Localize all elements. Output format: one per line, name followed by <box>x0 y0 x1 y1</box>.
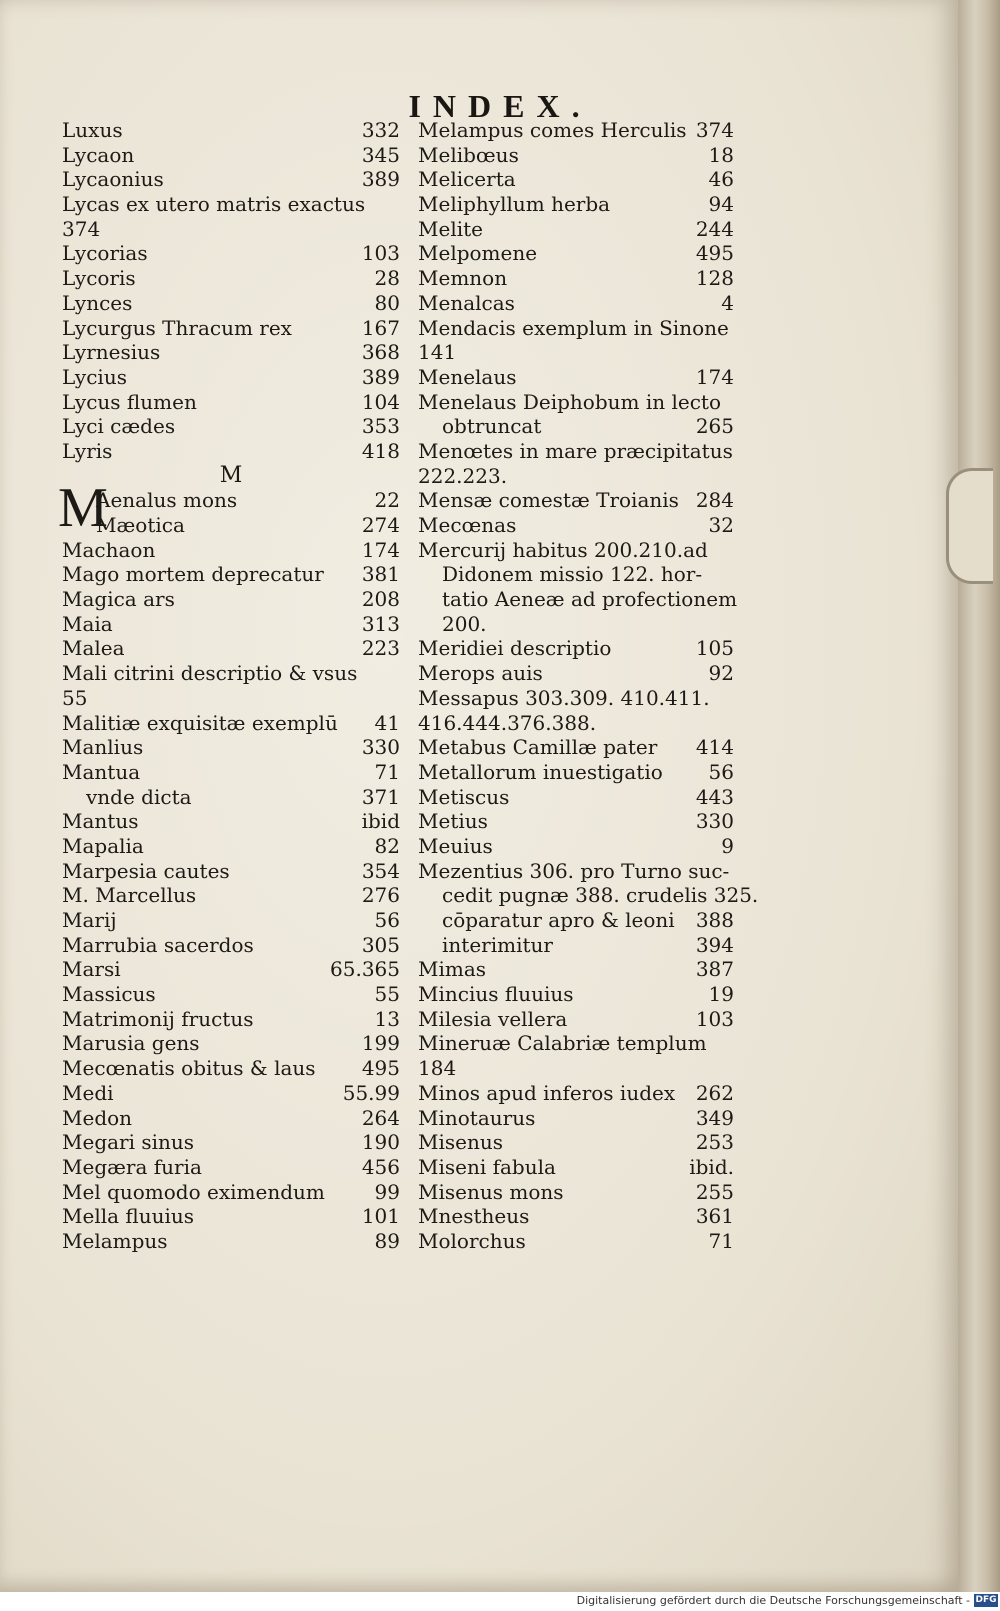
entry-page: 199 <box>361 1031 400 1056</box>
entry-page: 103 <box>361 241 400 266</box>
entry-page: 128 <box>695 266 734 291</box>
index-entry <box>418 1056 734 1081</box>
index-entry <box>418 711 734 736</box>
index-entry <box>62 118 400 143</box>
entry-term: tatio Aeneæ ad profectionem <box>442 587 738 612</box>
index-entry <box>418 118 734 143</box>
index-entry <box>62 834 400 859</box>
entry-term: Mantua <box>62 759 141 784</box>
entry-term: interimitur <box>442 932 553 957</box>
index-entry <box>418 217 734 242</box>
index-entry <box>62 1204 400 1229</box>
entry-term: Marij <box>62 908 117 932</box>
index-entry <box>418 488 734 513</box>
index-entry <box>418 439 734 464</box>
entry-term: Manlius <box>62 735 144 760</box>
entry-page: 284 <box>695 488 734 513</box>
entry-page: 361 <box>695 1204 734 1229</box>
entry-page: 371 <box>361 784 400 809</box>
index-entry <box>418 513 734 538</box>
entry-term: 200. <box>442 611 487 636</box>
entry-page: 354 <box>361 858 400 883</box>
index-entry <box>62 1031 400 1056</box>
entry-term: Lycas ex utero matris exactus <box>62 192 366 217</box>
entry-page: 394 <box>695 932 734 957</box>
entry-page: 264 <box>361 1105 400 1130</box>
entry-term: Lycorias <box>62 241 148 266</box>
entry-term: Megæra furia <box>62 1154 202 1179</box>
entry-term: Melite <box>418 216 483 241</box>
index-entry <box>418 735 734 760</box>
entry-page: 55.99 <box>342 1080 400 1105</box>
entry-page: 345 <box>361 142 400 167</box>
entry-page: 82 <box>374 833 400 858</box>
entry-term: 55 <box>62 685 88 710</box>
entry-page: 274 <box>361 513 400 537</box>
entry-term: cedit pugnæ 388. crudelis 325. <box>442 883 759 908</box>
entry-term: Marsi <box>62 957 121 982</box>
entry-term: M. Marcellus <box>62 883 197 908</box>
section-letter <box>62 464 400 489</box>
entry-term: Merops auis <box>418 661 543 686</box>
index-entry <box>62 612 400 637</box>
index-entry <box>62 809 400 834</box>
index-entry <box>62 785 400 810</box>
entry-term: Molorchus <box>418 1228 526 1253</box>
entry-term: 222.223. <box>418 463 508 488</box>
entry-term: Mel quomodo eximendum <box>62 1179 325 1204</box>
entry-page: 368 <box>361 340 400 365</box>
index-entry <box>62 636 400 661</box>
entry-page: 276 <box>361 883 400 908</box>
entry-term: Mecœnatis obitus & laus <box>62 1056 316 1081</box>
entry-term: Lyci cædes <box>62 414 176 439</box>
entry-page: 313 <box>361 611 400 636</box>
entry-term: Mimas <box>418 957 487 982</box>
index-entry <box>62 760 400 785</box>
entry-term: Lycurgus Thracum rex <box>62 315 292 340</box>
index-entry <box>418 1229 734 1254</box>
index-entry <box>418 834 734 859</box>
index-entry <box>62 538 400 563</box>
clasp-loop <box>946 468 993 584</box>
entry-term: Metallorum inuestigatio <box>418 759 663 784</box>
entry-page: 101 <box>361 1204 400 1229</box>
entry-page: 353 <box>361 414 400 439</box>
index-entry <box>418 1081 734 1106</box>
entry-term: Melampus <box>62 1228 168 1253</box>
entry-page: 190 <box>361 1130 400 1155</box>
entry-page: 94 <box>708 192 734 217</box>
entry-term: Menelaus <box>418 364 517 389</box>
index-entry <box>418 538 734 563</box>
index-entry <box>62 562 400 587</box>
index-entry <box>62 390 400 415</box>
index-entry <box>62 1106 400 1131</box>
entry-term: cōparatur apro & leoni <box>442 908 675 932</box>
index-entry <box>62 340 400 365</box>
entry-term: Melibœus <box>418 142 519 167</box>
entry-term: Mnestheus <box>418 1204 530 1229</box>
entry-page: 104 <box>361 389 400 414</box>
entry-page: 18 <box>708 142 734 167</box>
entry-page: 71 <box>374 759 400 784</box>
entry-page: 19 <box>708 982 734 1007</box>
entry-term: Metiscus <box>418 784 510 809</box>
entry-term: Mincius fluuius <box>418 982 574 1007</box>
index-entry <box>418 1130 734 1155</box>
entry-page: 80 <box>374 290 400 315</box>
entry-term: Melampus comes Herculis <box>418 118 687 142</box>
entry-term: Misenus <box>418 1130 503 1155</box>
entry-term: Mæotica <box>96 513 185 537</box>
entry-term: Meliphyllum herba <box>418 192 611 217</box>
index-entry <box>418 661 734 686</box>
entry-page: 381 <box>361 562 400 587</box>
index-entry <box>418 1180 734 1205</box>
entry-page: 32 <box>708 513 734 537</box>
entry-term: Luxus <box>62 118 123 142</box>
index-entry <box>62 192 400 217</box>
entry-page: 4 <box>721 290 734 315</box>
footer-credit: Digitalisierung gefördert durch die Deutsche Forschungsgemeinschaft - <box>576 1594 970 1607</box>
entry-page: 495 <box>695 241 734 266</box>
entry-term: Mecœnas <box>418 513 517 537</box>
entry-page: 388 <box>695 908 734 932</box>
entry-term: 184 <box>418 1056 457 1081</box>
entry-term: Lyris <box>62 438 113 463</box>
index-entry <box>62 316 400 341</box>
index-entry <box>62 587 400 612</box>
index-entry <box>418 612 734 637</box>
entry-term: Mago mortem deprecatur <box>62 562 324 587</box>
index-entry <box>418 809 734 834</box>
index-column-right <box>418 118 759 1254</box>
entry-page: 13 <box>374 1006 400 1031</box>
entry-term: Mendacis exemplum in Sinone <box>418 315 729 340</box>
entry-page: 55 <box>374 982 400 1007</box>
entry-page: 9 <box>721 833 734 858</box>
index-entry <box>418 192 734 217</box>
entry-term: Messapus 303.309. 410.411. <box>418 685 710 710</box>
index-entry <box>62 291 400 316</box>
entry-term: Aenalus mons <box>96 488 238 513</box>
entry-page: 208 <box>361 587 400 612</box>
entry-page: ibid <box>361 809 400 834</box>
entry-page: 387 <box>695 957 734 982</box>
index-entry <box>62 661 400 686</box>
entry-page: 418 <box>361 438 400 463</box>
index-entry <box>62 266 400 291</box>
index-entry <box>62 1056 400 1081</box>
entry-term: Didonem missio 122. hor- <box>442 562 703 587</box>
index-entry <box>62 439 400 464</box>
entry-page: 244 <box>695 216 734 241</box>
index-entry <box>62 241 400 266</box>
entry-term: Memnon <box>418 266 508 291</box>
index-entry <box>418 241 734 266</box>
index-column-left <box>58 118 400 1254</box>
entry-term: 141 <box>418 340 457 365</box>
entry-page: 46 <box>708 167 734 192</box>
index-entry <box>418 1106 734 1131</box>
index-entry <box>62 908 400 933</box>
entry-term: Minotaurus <box>418 1105 536 1130</box>
index-entry <box>418 316 734 341</box>
index-entry <box>418 587 738 612</box>
entry-term: Mezentius 306. pro Turno suc- <box>418 858 730 883</box>
entry-page: 103 <box>695 1006 734 1031</box>
entry-page: 92 <box>708 661 734 686</box>
entry-term: Lyrnesius <box>62 340 161 365</box>
index-entry <box>418 167 734 192</box>
entry-page: 414 <box>695 735 734 760</box>
entry-page: 22 <box>374 488 400 513</box>
entry-term: Misenus mons <box>418 1179 564 1204</box>
entry-term: Metabus Camillæ pater <box>418 735 658 760</box>
dfg-logo: DFG <box>975 1595 997 1605</box>
index-entry <box>62 1180 400 1205</box>
index-entry <box>418 933 734 958</box>
entry-term: Mapalia <box>62 833 144 858</box>
entry-term: Marpesia cautes <box>62 858 230 883</box>
index-entry <box>418 562 734 587</box>
entry-term: Menalcas <box>418 290 515 315</box>
index-entry <box>62 711 400 736</box>
entry-term: Lynces <box>62 290 133 315</box>
entry-term: Massicus <box>62 982 156 1007</box>
entry-page: 495 <box>361 1056 400 1081</box>
index-entry <box>62 217 400 242</box>
index-entry <box>62 1007 400 1032</box>
entry-term: Lycaon <box>62 142 135 167</box>
entry-page: 99 <box>374 1179 400 1204</box>
entry-page: 265 <box>695 414 734 439</box>
entry-page: 456 <box>361 1154 400 1179</box>
entry-page: 71 <box>708 1228 734 1253</box>
index-entry <box>62 933 400 958</box>
entry-page: 41 <box>374 710 400 735</box>
entry-page: 332 <box>361 118 400 142</box>
index-entry <box>62 686 400 711</box>
entry-term: Lycus flumen <box>62 389 197 414</box>
index-entry <box>62 1081 400 1106</box>
index-entry <box>418 908 734 933</box>
entry-page: 443 <box>695 784 734 809</box>
entry-page: 262 <box>695 1080 734 1105</box>
index-entry <box>62 1155 400 1180</box>
entry-page: 174 <box>361 537 400 562</box>
entry-page: 253 <box>695 1130 734 1155</box>
index-entry <box>62 167 400 192</box>
index-entry <box>62 143 400 168</box>
entry-page: 89 <box>374 1228 400 1253</box>
entry-page: 330 <box>361 735 400 760</box>
entry-term: Metius <box>418 809 488 834</box>
entry-page: 223 <box>361 636 400 661</box>
entry-term: Mensæ comestæ Troianis <box>418 488 679 513</box>
index-entry <box>62 883 400 908</box>
entry-term: Lycaonius <box>62 167 164 192</box>
index-entry <box>418 982 734 1007</box>
entry-term: Mantus <box>62 809 139 834</box>
index-entry <box>62 513 400 538</box>
index-entry <box>418 464 734 489</box>
entry-term: Maia <box>62 611 113 636</box>
entry-term: Meridiei descriptio <box>418 636 612 661</box>
index-entry <box>62 365 400 390</box>
entry-term: Megari sinus <box>62 1130 195 1155</box>
entry-page: 374 <box>695 118 734 142</box>
entry-term: Magica ars <box>62 587 175 612</box>
entry-page: 389 <box>361 167 400 192</box>
index-entry <box>418 760 734 785</box>
entry-term: Milesia vellera <box>418 1006 568 1031</box>
index-entry <box>62 414 400 439</box>
index-entry <box>418 365 734 390</box>
index-entry <box>418 859 734 884</box>
index-entry <box>418 340 734 365</box>
drop-cap: M <box>58 477 108 540</box>
entry-term: Medi <box>62 1080 114 1105</box>
entry-term: Meuius <box>418 833 493 858</box>
entry-term: Mineruæ Calabriæ templum <box>418 1031 707 1056</box>
index-entry <box>418 266 734 291</box>
entry-term: Malitiæ exquisitæ exemplū <box>62 710 338 735</box>
index-entry <box>418 1007 734 1032</box>
entry-term: Melpomene <box>418 241 538 266</box>
entry-term: 416.444.376.388. <box>418 710 597 735</box>
entry-term: Minos apud inferos iudex <box>418 1080 676 1105</box>
entry-term: vnde dicta <box>86 784 192 809</box>
index-entry <box>62 957 400 982</box>
entry-term: Medon <box>62 1105 133 1130</box>
index-entry <box>418 143 734 168</box>
index-entry <box>418 686 734 711</box>
index-entry <box>418 636 734 661</box>
entry-term: Menœtes in mare præcipitatus <box>418 438 733 463</box>
entry-page: ibid. <box>689 1154 734 1179</box>
entry-page: 28 <box>374 266 400 291</box>
entry-term: Mella fluuius <box>62 1204 195 1229</box>
entry-page: 56 <box>374 908 400 932</box>
entry-page: 389 <box>361 364 400 389</box>
book-spine <box>958 0 1000 1592</box>
entry-term: 374 <box>62 216 101 241</box>
index-entry <box>418 1155 734 1180</box>
entry-term: Lycius <box>62 364 127 389</box>
entry-page: 167 <box>361 315 400 340</box>
entry-page: 255 <box>695 1179 734 1204</box>
index-entry <box>418 291 734 316</box>
index-entry <box>62 1130 400 1155</box>
index-entry <box>62 982 400 1007</box>
index-entry <box>418 390 734 415</box>
entry-term: Lycoris <box>62 266 136 291</box>
entry-page: 105 <box>695 636 734 661</box>
entry-page: 305 <box>361 932 400 957</box>
entry-term: Menelaus Deiphobum in lecto <box>418 389 721 414</box>
entry-term: Melicerta <box>418 167 516 192</box>
index-entry <box>62 1229 400 1254</box>
entry-term: Matrimonij fructus <box>62 1006 254 1031</box>
entry-page: 65.365 <box>330 957 400 982</box>
entry-term: Malea <box>62 636 125 661</box>
index-entry <box>418 883 759 908</box>
index-entry <box>418 957 734 982</box>
entry-page: 174 <box>695 364 734 389</box>
index-entry <box>418 785 734 810</box>
entry-term: obtruncat <box>442 414 542 439</box>
entry-page: 349 <box>695 1105 734 1130</box>
index-entry <box>418 414 734 439</box>
index-entry <box>418 1031 734 1056</box>
footer-bar <box>0 1592 1000 1611</box>
entry-term: Miseni fabula <box>418 1154 556 1179</box>
index-entry <box>418 1204 734 1229</box>
entry-page: 330 <box>695 809 734 834</box>
page-title: INDEX. <box>408 88 592 124</box>
entry-page: 56 <box>708 759 734 784</box>
entry-term: Marrubia sacerdos <box>62 932 254 957</box>
entry-term: Mercurij habitus 200.210.ad <box>418 537 708 562</box>
index-entry <box>62 859 400 884</box>
entry-term: Marusia gens <box>62 1031 200 1056</box>
entry-term: Mali citrini descriptio & vsus <box>62 661 358 686</box>
entry-term: M <box>219 462 243 488</box>
index-entry <box>62 735 400 760</box>
entry-term: Machaon <box>62 537 156 562</box>
